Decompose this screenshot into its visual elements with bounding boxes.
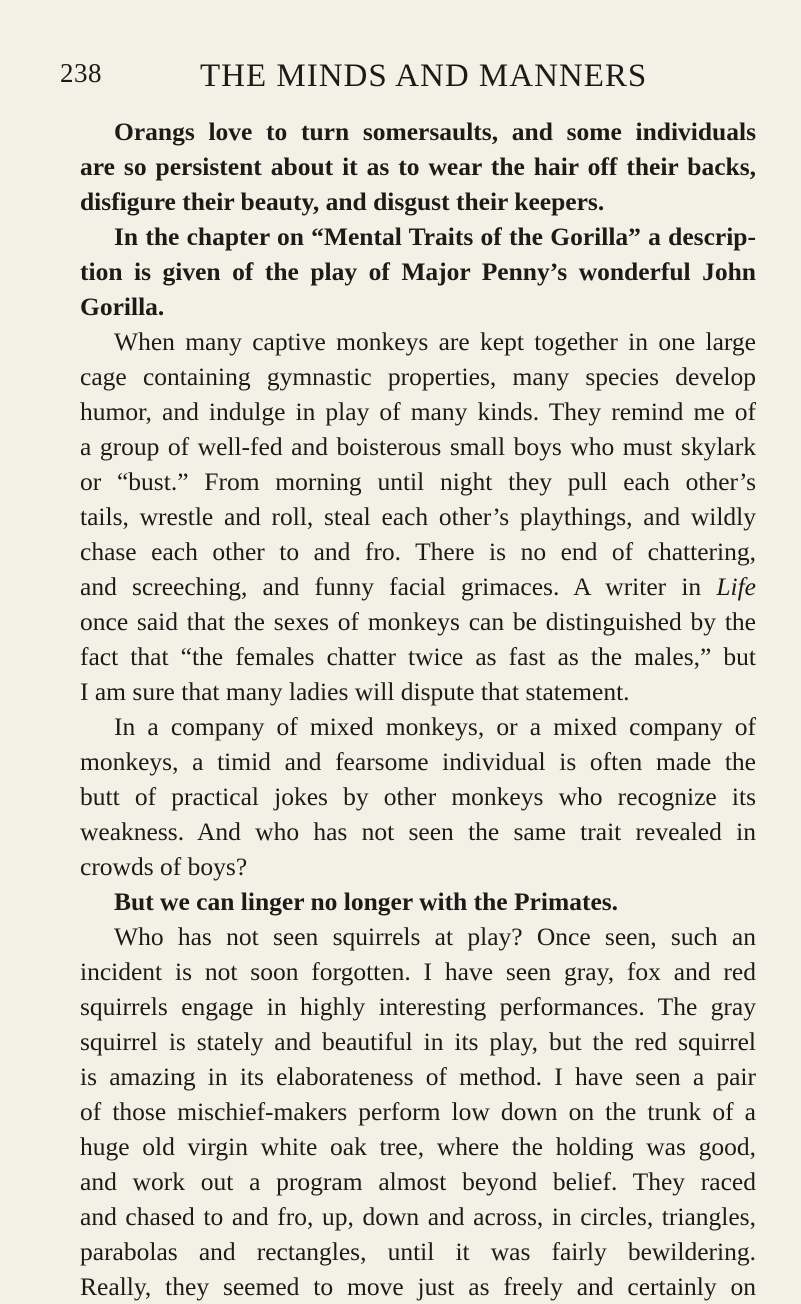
text-line: Gorilla. (80, 292, 165, 321)
text-line: is amazing in its elaborateness of method. I have seen a pair (80, 1062, 756, 1091)
text-line: a group of well-fed and boisterous small boys who must skylark (80, 432, 756, 461)
text-line: butt of practical jokes by other monkeys who recognize its (80, 782, 756, 811)
text-line: tails, wrestle and roll, steal each other’s playthings, and wildly (80, 502, 756, 531)
page-number: 238 (60, 58, 102, 88)
text-line: or “bust.” From morning until night they pull each other’s (80, 467, 756, 496)
text-line: and work out a program almost beyond belief. They raced (80, 1167, 756, 1196)
text-line: Orangs love to turn somersaults, and some individuals (114, 117, 756, 146)
text-line: monkeys, a timid and fearsome individual is often made the (80, 747, 756, 776)
text-line: But we can linger no longer with the Primates. (114, 887, 619, 916)
text-line: fact that “the females chatter twice as fast as the males,” but (80, 642, 756, 671)
text-line: chase each other to and fro. There is no end of chattering, (80, 537, 756, 566)
text-line: crowds of boys? (80, 852, 248, 881)
text-line: When many captive monkeys are kept together in one large (114, 327, 756, 356)
text-line: squirrels engage in highly interesting performances. The gray (80, 992, 756, 1021)
text-line: Who has not seen squirrels at play? Once seen, such an (114, 922, 756, 951)
text-line: Really, they seemed to move just as freely and certainly on (80, 1272, 756, 1301)
text-line: squirrel is stately and beautiful in its play, but the red squirrel (80, 1027, 756, 1056)
text-line: parabolas and rectangles, until it was fairly bewildering. (80, 1237, 756, 1266)
text-line: and screeching, and funny facial grimaces. A writer in Life (80, 572, 756, 601)
text-line: incident is not soon forgotten. I have seen gray, fox and red (80, 957, 756, 986)
text-line: disfigure their beauty, and disgust their keepers. (80, 187, 605, 216)
text-line: once said that the sexes of monkeys can be distinguished by the (80, 607, 756, 636)
running-title: THE MINDS AND MANNERS (200, 58, 648, 94)
text-line: In a company of mixed monkeys, or a mixed company of (114, 712, 756, 741)
text-line: weakness. And who has not seen the same trait revealed in (80, 817, 756, 846)
text-line: cage containing gymnastic properties, many species develop (80, 362, 756, 391)
page-header (60, 58, 750, 102)
italic-title: Life (716, 572, 756, 601)
text-line: of those mischief-makers perform low down on the trunk of a (80, 1097, 756, 1126)
text-line: are so persistent about it as to wear the hair off their backs, (80, 152, 756, 181)
text-line: humor, and indulge in play of many kinds. They remind me of (80, 397, 756, 426)
text-line: I am sure that many ladies will dispute that statement. (80, 677, 630, 706)
text-line: tion is given of the play of Major Penny’s wonderful John (80, 257, 756, 286)
text-line: huge old virgin white oak tree, where the holding was good, (80, 1132, 756, 1161)
text-line: and chased to and fro, up, down and across, in circles, triangles, (80, 1202, 756, 1231)
text-line: In the chapter on “Mental Traits of the Gorilla” a descrip- (114, 222, 756, 251)
